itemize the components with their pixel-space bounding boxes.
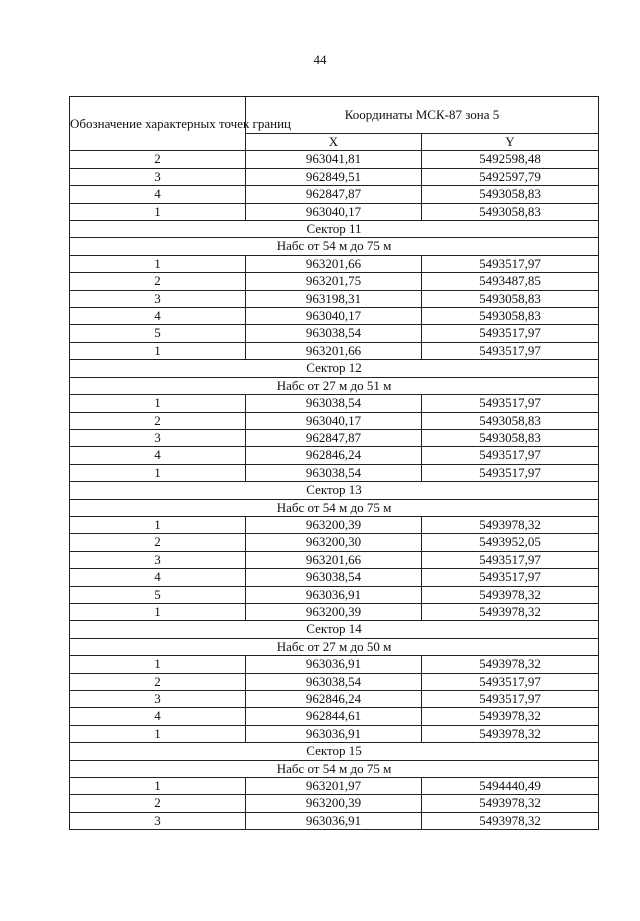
y-coordinate-cell: 5493517,97: [422, 464, 599, 481]
y-coordinate-cell: 5492597,79: [422, 168, 599, 185]
y-coordinate-cell: 5493517,97: [422, 691, 599, 708]
table-body: [70, 151, 599, 830]
y-coordinate-cell: 5493517,97: [422, 673, 599, 690]
point-number-cell: 1: [70, 395, 246, 412]
table-row: [70, 203, 599, 220]
y-coordinate-cell: 5493517,97: [422, 255, 599, 272]
section-row: [70, 760, 599, 777]
x-coordinate-cell: 963201,66: [246, 342, 422, 359]
point-number-cell: 3: [70, 551, 246, 568]
point-number-cell: 3: [70, 168, 246, 185]
y-coordinate-cell: 5493517,97: [422, 551, 599, 568]
y-coordinate-cell: 5493058,83: [422, 429, 599, 446]
table-row: [70, 290, 599, 307]
x-coordinate-cell: 963038,54: [246, 464, 422, 481]
table-row: [70, 151, 599, 168]
table-row: [70, 342, 599, 359]
table-row: [70, 516, 599, 533]
y-coordinate-cell: 5493517,97: [422, 569, 599, 586]
point-number-cell: 1: [70, 603, 246, 620]
y-coordinate-cell: 5493952,05: [422, 534, 599, 551]
section-label: Сектор 13: [70, 482, 599, 499]
point-number-cell: 4: [70, 447, 246, 464]
table-row: [70, 395, 599, 412]
table-row: [70, 168, 599, 185]
section-row: [70, 238, 599, 255]
x-coordinate-cell: 963200,39: [246, 603, 422, 620]
table-row: [70, 725, 599, 742]
x-coordinate-cell: 963201,66: [246, 551, 422, 568]
x-coordinate-cell: 963038,54: [246, 569, 422, 586]
point-number-cell: 4: [70, 708, 246, 725]
y-coordinate-cell: 5493517,97: [422, 325, 599, 342]
table-row: [70, 273, 599, 290]
table-row: [70, 325, 599, 342]
x-coordinate-cell: 962846,24: [246, 447, 422, 464]
section-label: Сектор 12: [70, 360, 599, 377]
section-row: [70, 360, 599, 377]
y-coordinate-cell: 5492598,48: [422, 151, 599, 168]
x-coordinate-cell: 963036,91: [246, 725, 422, 742]
point-number-cell: 4: [70, 308, 246, 325]
x-coordinate-cell: 963198,31: [246, 290, 422, 307]
table-row: [70, 586, 599, 603]
coordinates-table: [69, 96, 599, 830]
x-coordinate-cell: 963038,54: [246, 325, 422, 342]
section-label: Сектор 14: [70, 621, 599, 638]
y-coordinate-cell: 5493978,32: [422, 812, 599, 829]
x-coordinate-cell: 963040,17: [246, 412, 422, 429]
x-coordinate-cell: 963040,17: [246, 203, 422, 220]
y-coordinate-cell: 5493058,83: [422, 290, 599, 307]
x-coordinate-cell: 963036,91: [246, 656, 422, 673]
point-number-cell: 1: [70, 656, 246, 673]
table-row: [70, 464, 599, 481]
section-row: [70, 638, 599, 655]
table-row: [70, 255, 599, 272]
x-coordinate-cell: 963200,39: [246, 516, 422, 533]
point-number-cell: 2: [70, 412, 246, 429]
x-coordinate-cell: 963038,54: [246, 673, 422, 690]
point-number-cell: 4: [70, 186, 246, 203]
point-number-cell: 1: [70, 464, 246, 481]
y-coordinate-cell: 5493978,32: [422, 516, 599, 533]
y-coordinate-cell: 5493487,85: [422, 273, 599, 290]
x-coordinate-cell: 962849,51: [246, 168, 422, 185]
x-coordinate-cell: 962847,87: [246, 186, 422, 203]
point-number-cell: 5: [70, 325, 246, 342]
table-row: [70, 691, 599, 708]
table-row: [70, 186, 599, 203]
y-coordinate-cell: 5493517,97: [422, 342, 599, 359]
y-coordinate-cell: 5493517,97: [422, 395, 599, 412]
point-number-cell: 1: [70, 203, 246, 220]
x-coordinate-cell: 963041,81: [246, 151, 422, 168]
point-number-cell: 2: [70, 151, 246, 168]
section-label: Сектор 15: [70, 743, 599, 760]
page-number: 44: [313, 52, 327, 67]
point-number-cell: 1: [70, 516, 246, 533]
table-row: [70, 429, 599, 446]
point-number-cell: 3: [70, 290, 246, 307]
y-coordinate-cell: 5493058,83: [422, 203, 599, 220]
y-coordinate-cell: 5493978,32: [422, 795, 599, 812]
coordinates-header: Координаты МСК-87 зона 5: [246, 97, 599, 134]
x-coordinate-cell: 963036,91: [246, 586, 422, 603]
point-number-cell: 2: [70, 534, 246, 551]
x-column-header: X: [246, 134, 422, 151]
table-row: [70, 812, 599, 829]
point-number-cell: 2: [70, 273, 246, 290]
y-column-header: Y: [422, 134, 599, 151]
x-coordinate-cell: 963200,39: [246, 795, 422, 812]
table-row: [70, 778, 599, 795]
point-number-cell: 5: [70, 586, 246, 603]
x-coordinate-cell: 963038,54: [246, 395, 422, 412]
point-number-cell: 3: [70, 429, 246, 446]
y-coordinate-cell: 5493058,83: [422, 308, 599, 325]
table-row: [70, 708, 599, 725]
section-row: [70, 743, 599, 760]
section-row: [70, 377, 599, 394]
table-row: [70, 447, 599, 464]
x-coordinate-cell: 963200,30: [246, 534, 422, 551]
point-designation-header: Обозначение характерных точек границ: [70, 97, 246, 151]
section-label: Сектор 11: [70, 221, 599, 238]
y-coordinate-cell: 5493978,32: [422, 656, 599, 673]
x-coordinate-cell: 962847,87: [246, 429, 422, 446]
section-row: [70, 499, 599, 516]
y-coordinate-cell: 5493978,32: [422, 708, 599, 725]
point-number-cell: 4: [70, 569, 246, 586]
section-row: [70, 482, 599, 499]
y-coordinate-cell: 5493978,32: [422, 586, 599, 603]
table-row: [70, 308, 599, 325]
table-row: [70, 673, 599, 690]
section-label: Нaбс от 54 м до 75 м: [70, 499, 599, 516]
x-coordinate-cell: 963201,97: [246, 778, 422, 795]
point-number-cell: 1: [70, 778, 246, 795]
x-coordinate-cell: 963201,66: [246, 255, 422, 272]
y-coordinate-cell: 5493517,97: [422, 447, 599, 464]
table-row: [70, 603, 599, 620]
x-coordinate-cell: 962844,61: [246, 708, 422, 725]
point-number-cell: 1: [70, 255, 246, 272]
y-coordinate-cell: 5493058,83: [422, 412, 599, 429]
point-number-cell: 2: [70, 795, 246, 812]
table-row: [70, 534, 599, 551]
section-label: Нaбс от 54 м до 75 м: [70, 760, 599, 777]
section-row: [70, 621, 599, 638]
y-coordinate-cell: 5493058,83: [422, 186, 599, 203]
table-row: [70, 551, 599, 568]
section-label: Нaбс от 27 м до 50 м: [70, 638, 599, 655]
x-coordinate-cell: 962846,24: [246, 691, 422, 708]
point-number-cell: 2: [70, 673, 246, 690]
x-coordinate-cell: 963040,17: [246, 308, 422, 325]
table-row: [70, 795, 599, 812]
section-row: [70, 221, 599, 238]
table-row: [70, 656, 599, 673]
point-number-cell: 1: [70, 725, 246, 742]
y-coordinate-cell: 5493978,32: [422, 725, 599, 742]
x-coordinate-cell: 963201,75: [246, 273, 422, 290]
y-coordinate-cell: 5493978,32: [422, 603, 599, 620]
point-number-cell: 3: [70, 812, 246, 829]
x-coordinate-cell: 963036,91: [246, 812, 422, 829]
section-label: Нaбс от 54 м до 75 м: [70, 238, 599, 255]
section-label: Нaбс от 27 м до 51 м: [70, 377, 599, 394]
y-coordinate-cell: 5494440,49: [422, 778, 599, 795]
table-row: [70, 569, 599, 586]
table-row: [70, 412, 599, 429]
point-number-cell: 1: [70, 342, 246, 359]
point-number-cell: 3: [70, 691, 246, 708]
